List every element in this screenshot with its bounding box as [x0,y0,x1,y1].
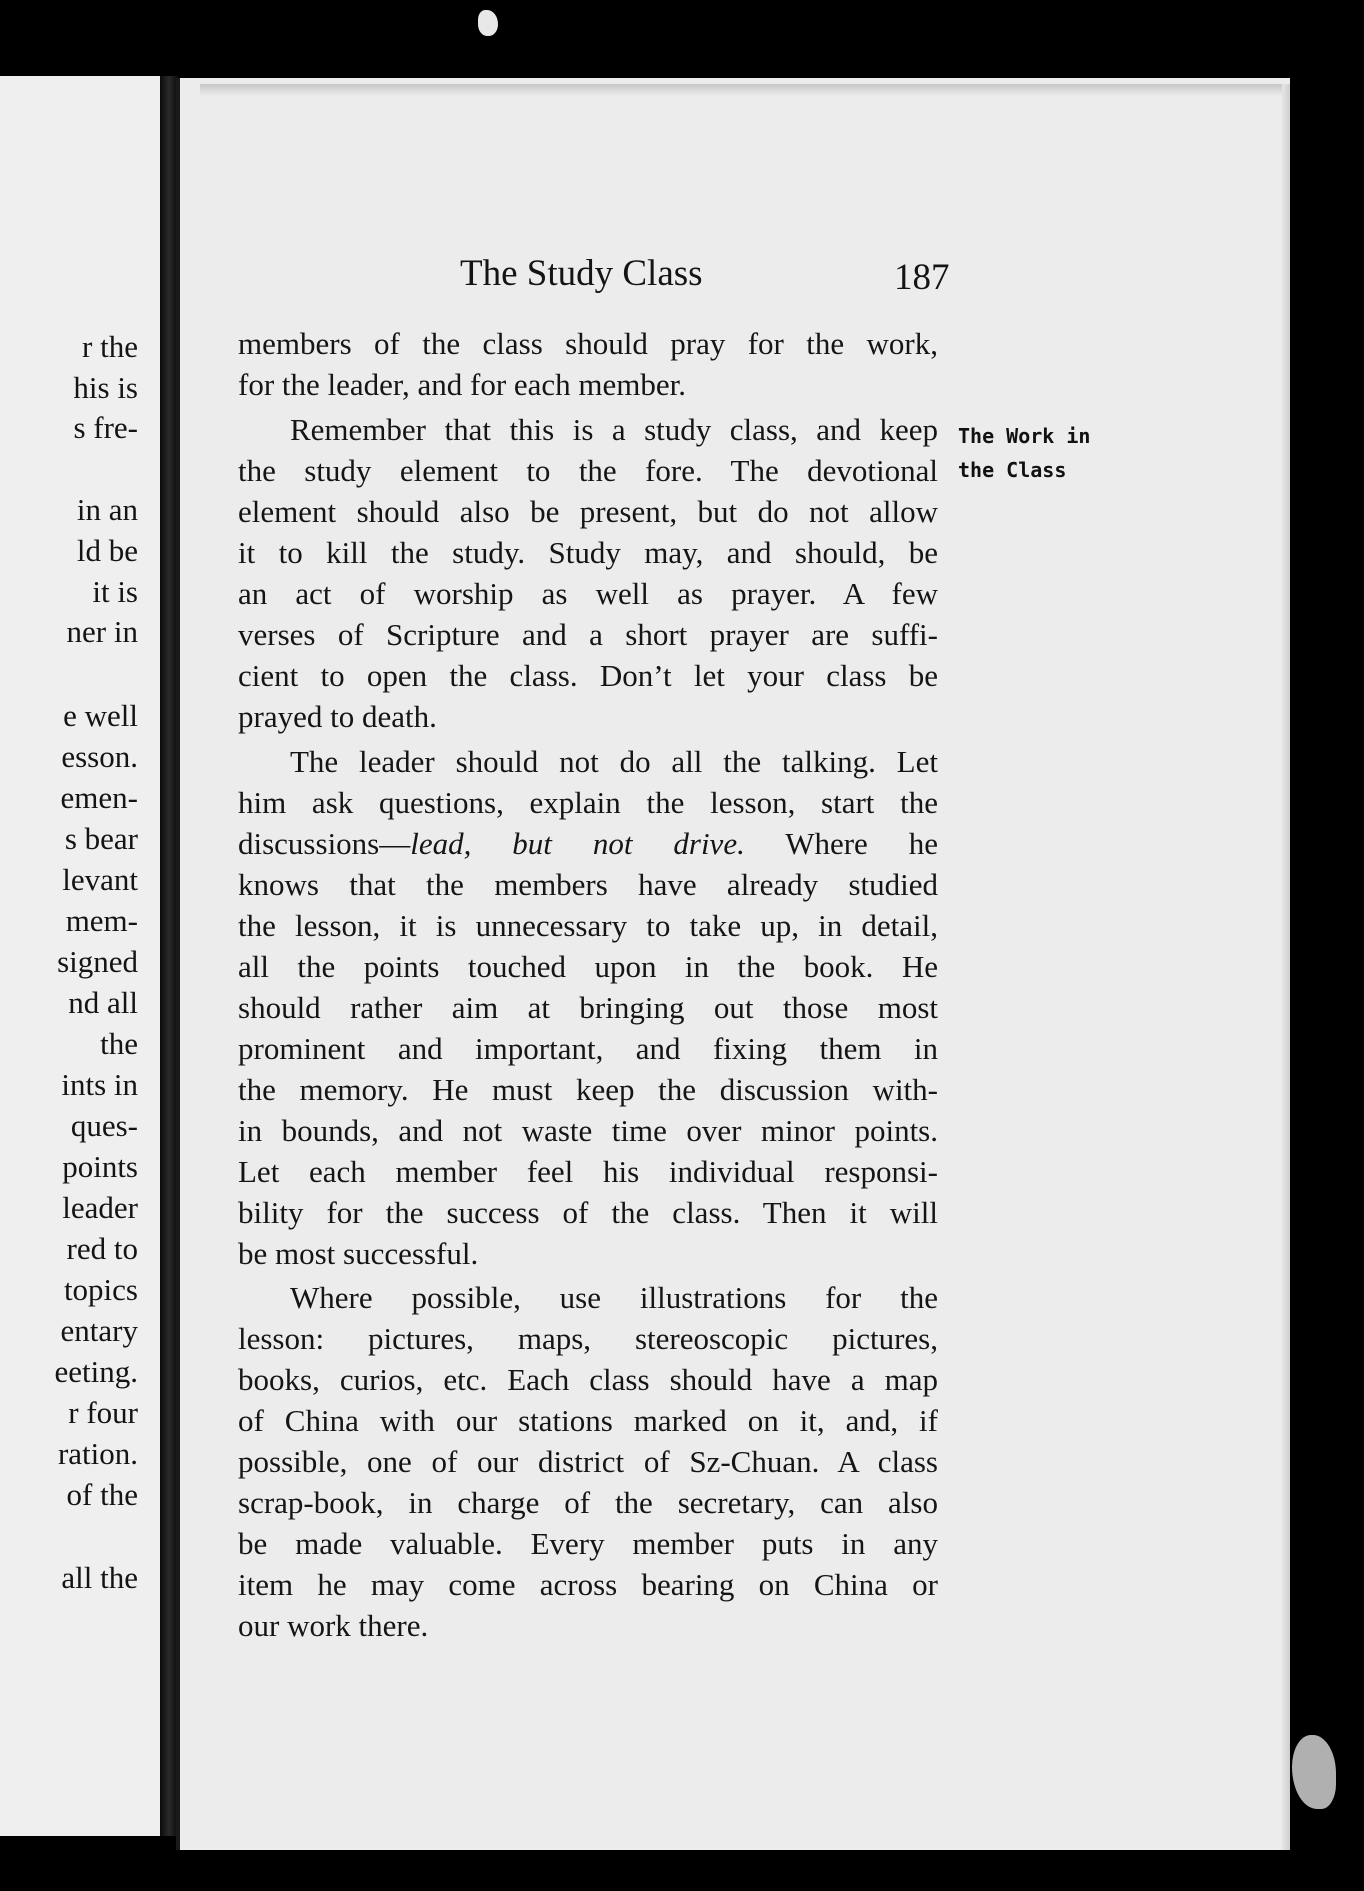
margin-note: the Class [958,458,1067,482]
body-line: be made valuable. Every member puts in any [238,1526,938,1561]
body-line: him ask questions, explain the lesson, start the [238,785,938,820]
body-line: possible, one of our district of Sz-Chuan. A class [238,1444,938,1479]
body-line: prominent and important, and fixing them in [238,1031,938,1066]
previous-page-line: nd all [68,985,138,1020]
previous-page-line: red to [66,1231,138,1266]
body-line: bility for the success of the class. Then it will [238,1195,938,1230]
previous-page-line: signed [57,944,138,979]
body-line: cient to open the class. Don’t let your class be [238,658,938,693]
previous-page-line: all the [61,1560,138,1595]
body-line: it to kill the study. Study may, and should, be [238,535,938,570]
previous-page-line: e well [63,698,138,733]
text-run: discussions— [238,826,411,861]
body-line: element should also be present, but do not allow [238,494,938,529]
previous-page-line: leader [62,1190,138,1225]
body-line: be most successful. [238,1236,479,1271]
body-line: Let each member feel his individual responsi- [238,1154,938,1189]
previous-page-line: topics [63,1272,138,1307]
previous-page-line: esson. [61,739,138,774]
body-line: should rather aim at bringing out those most [238,990,938,1025]
scan-artifact-corner [1292,1735,1336,1809]
previous-page-line: s bear [64,821,138,856]
page-right-edge [1282,84,1290,1850]
previous-page-line: it is [92,574,138,609]
previous-page-line: ints in [61,1067,138,1102]
body-line: of China with our stations marked on it, and, if [238,1403,938,1438]
previous-page-line: mem- [65,903,138,938]
body-line: an act of worship as well as prayer. A few [238,576,938,611]
previous-page-line: s fre- [73,410,138,445]
previous-page-line: his is [73,370,138,405]
body-line: for the leader, and for each member. [238,367,687,402]
previous-page-line: ld be [76,533,138,568]
body-line: The leader should not do all the talking. Let [290,744,938,779]
previous-page-line: points [62,1149,138,1184]
previous-page-line: ques- [70,1108,138,1143]
body-line: the lesson, it is unnecessary to take up, in detail, [238,908,938,943]
margin-note: The Work in [958,424,1091,448]
text-run: Where he [744,826,938,861]
previous-page-line: eeting. [54,1354,138,1389]
body-line: Remember that this is a study class, and keep [290,412,938,447]
emphasis-text: lead, but not drive. [410,826,745,861]
body-line: verses of Scripture and a short prayer are suffi- [238,617,938,652]
body-line: item he may come across bearing on China or [238,1567,938,1602]
body-line: lesson: pictures, maps, stereoscopic pictures, [238,1321,938,1356]
body-line-emphasis [238,828,938,859]
body-line: scrap-book, in charge of the secretary, can also [238,1485,938,1520]
running-head: The Study Class [460,253,703,294]
body-line: prayed to death. [238,699,437,734]
body-line: our work there. [238,1608,429,1643]
previous-page-line: r four [68,1395,138,1430]
previous-page-line: entary [60,1313,138,1348]
body-line: in bounds, and not waste time over minor points. [238,1113,938,1148]
body-line: books, curios, etc. Each class should have a map [238,1362,938,1397]
body-line: all the points touched upon in the book. He [238,949,938,984]
body-line: Where possible, use illustrations for the [290,1280,938,1315]
previous-page-line: the [100,1026,138,1061]
body-line: the memory. He must keep the discussion with- [238,1072,938,1107]
previous-page-line: emen- [60,780,138,815]
previous-page-fragment [0,76,160,1836]
previous-page-line: ration. [57,1436,138,1471]
scan-artifact-top [478,10,498,36]
page-number: 187 [894,257,950,298]
previous-page-line: of the [66,1477,138,1512]
body-line: members of the class should pray for the work, [238,326,938,361]
previous-page-line: levant [62,862,138,897]
previous-page-line: r the [82,329,138,364]
previous-page-line: in an [76,492,138,527]
body-line: knows that the members have already studied [238,867,938,902]
page-top-edge [200,84,1285,96]
previous-page-line: ner in [66,614,138,649]
body-line: the study element to the fore. The devotional [238,453,938,488]
